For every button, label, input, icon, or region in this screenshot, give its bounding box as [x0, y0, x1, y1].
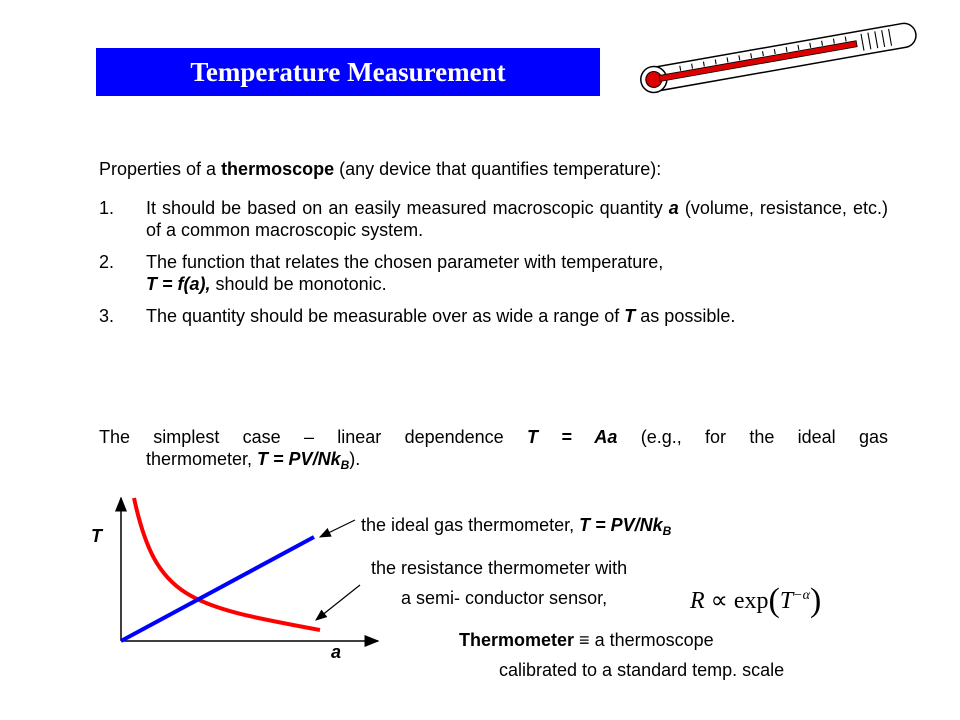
properties-list [99, 197, 888, 337]
y-axis-label: T [91, 526, 102, 546]
thermometer-comparison-plot [80, 490, 380, 665]
simplest-case-text: The simplest case – linear dependence T = Aa (e.g., for the ideal gas thermometer, $T = PV/Nk_B$). [99, 427, 888, 472]
resistance-formula: $R \propto \exp(T^{-\alpha})$ [690, 582, 822, 619]
resistance-label-line1: the resistance thermometer with [371, 558, 628, 578]
property-item-1: 1. It should be based on an easily measured macroscopic quantity a (volume, resistance, etc.) of a common macroscopic system. [99, 198, 888, 240]
resistance-curve [134, 498, 320, 630]
x-axis-label: a [331, 642, 342, 662]
intro-text: Properties of a thermoscope (any device that quantifies temperature): [99, 159, 662, 179]
thermometer-icon [620, 14, 920, 104]
thermometer-definition-line1: Thermometer ≡ a thermoscope [459, 630, 714, 650]
thermometer-definition-line2: calibrated to a standard temp. scale [499, 660, 785, 680]
page-title: Temperature Measurement [96, 48, 600, 96]
gas-pointer-arrow [320, 520, 355, 537]
resistance-label-line2: a semi- conductor sensor, [401, 588, 608, 608]
thermoscope-term: thermoscope [221, 159, 335, 179]
gas-thermometer-label: the ideal gas thermometer, $T = PV/Nk_B$ [361, 515, 672, 538]
property-item-3: 3. The quantity should be measurable over as wide a range of T as possible. [99, 306, 736, 326]
resistance-pointer-arrow [300, 580, 380, 630]
property-item-2: 2. The function that relates the chosen parameter with temperature, T = f(a), should be monotonic. [99, 252, 664, 294]
